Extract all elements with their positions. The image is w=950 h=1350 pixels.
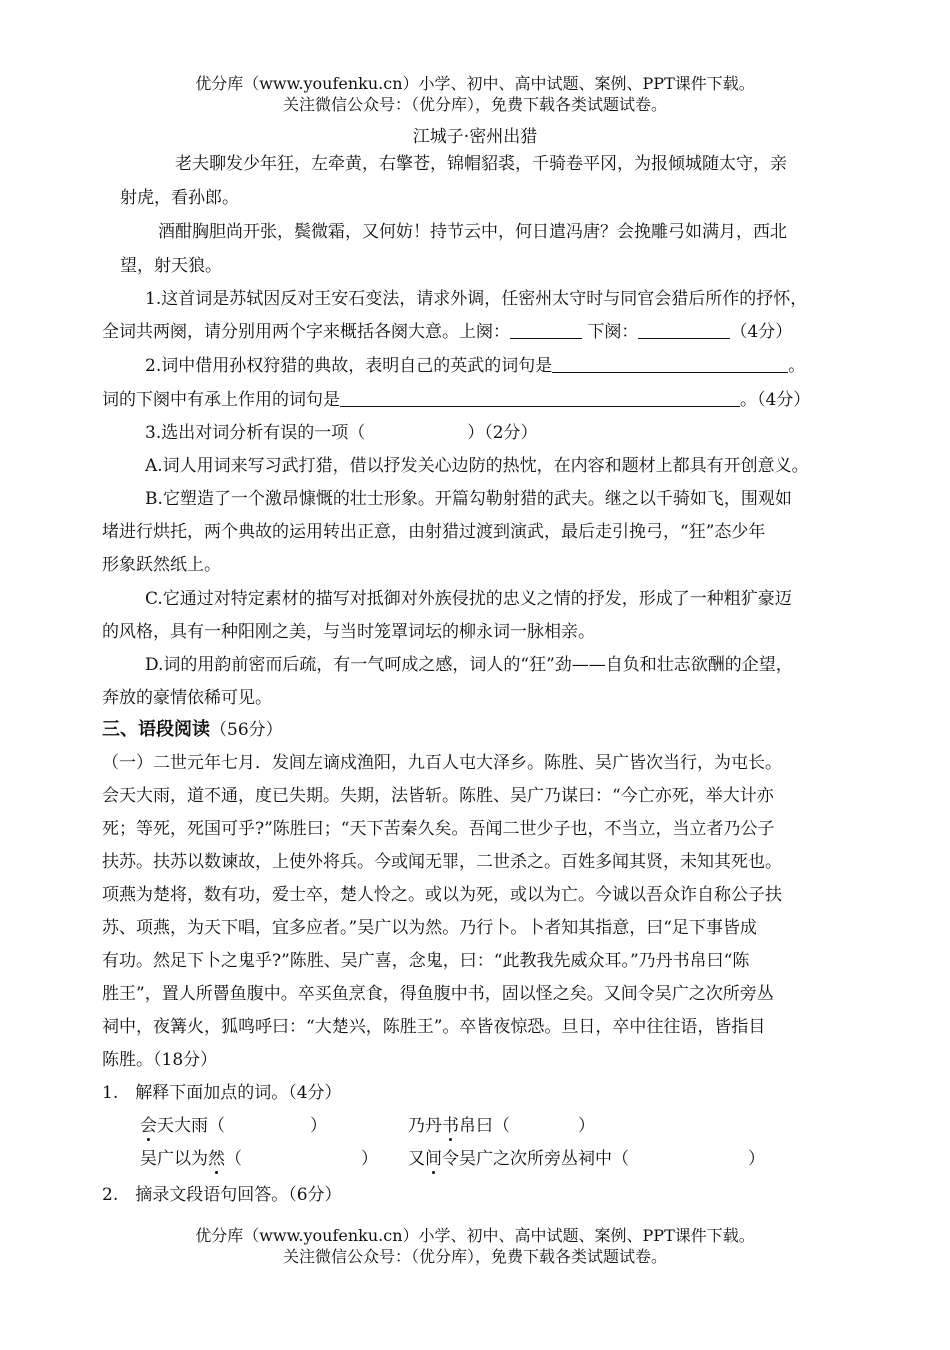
q3-option-d-2: 奔放的豪情依稀可见。 [102,688,272,708]
dotted-char: 书 [442,1116,459,1136]
vocab-item-1 [140,1114,327,1138]
passage-line: 胜王”，置人所罾鱼腹中。卒买鱼烹食，得鱼腹中书，固以怪之矣。又间令吴广之次所旁丛 [102,984,774,1004]
dotted-char: 间 [425,1149,442,1169]
vocab-item-1-rest[interactable]: 天大雨（ ） [157,1116,327,1136]
answer-blank-q2-1[interactable] [552,356,788,373]
section-3-score: （56分） [210,720,283,740]
q3-option-b-3: 形象跃然纸上。 [102,555,221,575]
q3-stem: 3.选出对词分析有误的一项（ ）（2分） [145,423,538,443]
footer-line-2: 关注微信公众号：（优分库），免费下载各类试题试卷。 [282,1247,667,1266]
passage-line: （一）二世元年七月．发闾左谪戍渔阳，九百人屯大泽乡。陈胜、吴广皆次当行，为屯长。 [102,753,782,773]
q3-option-d-1: D.词的用韵前密而后疏，有一气呵成之感，词人的“狂”劲——自负和壮志欲酬的企望， [145,655,793,675]
vocab-item-4-rest[interactable]: 令吴广之次所旁丛祠中（ ） [442,1149,765,1169]
q3-option-b-2: 堵进行烘托，两个典故的运用转出正意，由射猎过渡到演武，最后走引挽弓，“狂”态少年 [102,522,766,542]
footer-line-1: 优分库（www.youfenku.cn）小学、初中、高中试题、案例、PPT课件下载。 [195,1226,755,1245]
q2-score: 。（4分） [740,390,811,410]
vocab-question-stem: 1. 解释下面加点的词。（4分） [102,1083,342,1103]
q3-option-c-1: C.它通过对特定素材的描写对抵御对外族侵扰的忠义之情的抒发，形成了一种粗犷豪迈 [145,589,792,609]
passage-line: 苏、项燕，为天下唱，宜多应者。”吴广以为然。乃行卜。卜者知其指意，曰“足下事皆成 [102,918,757,938]
q2-line-1 [145,354,805,378]
answer-blank-lower[interactable] [638,322,730,339]
vocab-item-3-rest[interactable]: （ ） [225,1149,378,1169]
poem-line-2: 射虎，看孙郎。 [120,188,239,208]
q1-score: （4分） [730,322,793,342]
poem-title: 江城子·密州出猎 [412,127,538,147]
vocab-item-3 [140,1147,378,1171]
dotted-char: 然 [208,1149,225,1169]
passage-line: 会天大雨，道不通，度已失期。失期，法皆斩。陈胜、吴广乃谋曰：“今亡亦死，举大计亦 [102,786,774,806]
vocab-item-2 [408,1114,595,1138]
passage-line: 项燕为楚将，数有功，爱士卒，楚人怜之。或以为死，或以为亡。今诚以吾众诈自称公子扶 [102,885,782,905]
q1-line-1: 1.这首词是苏轼因反对王安石变法，请求外调，任密州太守时与同官会猎后所作的抒怀， [145,289,808,309]
passage-line: 扶苏。扶苏以数谏故，上使外将兵。今或闻无罪，二世杀之。百姓多闻其贤，未知其死也。 [102,852,782,872]
section-3-title: 三、语段阅读 [102,719,210,740]
q2-line-2 [102,388,810,412]
passage-line: 有功。然足下卜之鬼乎?”陈胜、吴广喜，念鬼，曰：“此教我先威众耳。”乃丹书帛曰“陈 [102,951,750,971]
extract-question-stem: 2. 摘录文段语句回答。（6分） [102,1185,342,1205]
q3-option-c-2: 的风格，具有一种阳刚之美，与当时笼罩词坛的柳永词一脉相亲。 [102,622,595,642]
q2-prompt-1: 2.词中借用孙权狩猎的典故，表明自己的英武的词句是 [145,356,553,376]
vocab-item-2-pre: 乃丹 [408,1116,442,1136]
answer-blank-upper[interactable] [510,322,582,339]
vocab-item-4 [408,1147,765,1171]
passage-line: 陈胜。（18分） [102,1050,218,1070]
poem-line-1: 老夫聊发少年狂，左牵黄，右擎苍，锦帽貂裘，千骑卷平冈，为报倾城随太守，亲 [175,154,787,174]
header-line-1: 优分库（www.youfenku.cn）小学、初中、高中试题、案例、PPT课件下载。 [195,74,755,93]
q2-punct: 。 [788,356,806,376]
poem-line-4: 望，射天狼。 [120,256,222,276]
header-line-2: 关注微信公众号：（优分库），免费下载各类试题试卷。 [282,95,667,114]
q2-prompt-2: 词的下阕中有承上作用的词句是 [102,390,340,410]
answer-blank-q2-2[interactable] [340,390,740,407]
passage-line: 死；等死，死国可乎?”陈胜曰；“天下苦秦久矣。吾闻二世少子也，不当立，当立者乃公子 [102,819,775,839]
vocab-item-3-pre: 吴广以为 [140,1149,208,1169]
dotted-char: 会 [140,1116,157,1136]
q3-option-b-1: B.它塑造了一个激昂慷慨的壮士形象。开篇勾勒射猎的武夫。继之以千骑如飞，围观如 [145,489,792,509]
section-3-heading [102,718,283,742]
vocab-item-2-rest[interactable]: 帛曰（ ） [459,1116,595,1136]
q1-prompt: 全词共两阕，请分别用两个字来概括各阕大意。上阕： [102,322,510,342]
passage-line: 祠中，夜篝火，狐鸣呼曰：“大楚兴，陈胜王”。卒皆夜惊恐。旦日，卒中往往语，皆指目 [102,1017,766,1037]
q1-line-2 [102,320,792,344]
q3-option-a: A.词人用词来写习武打猎，借以抒发关心边防的热忱，在内容和题材上都具有开创意义。 [145,456,809,476]
poem-line-3: 酒酣胸胆尚开张，鬓微霜，又何妨！持节云中，何日遣冯唐？会挽雕弓如满月，西北 [158,222,787,242]
q1-lower-label: 下阕： [582,322,639,342]
vocab-item-4-pre: 又 [408,1149,425,1169]
